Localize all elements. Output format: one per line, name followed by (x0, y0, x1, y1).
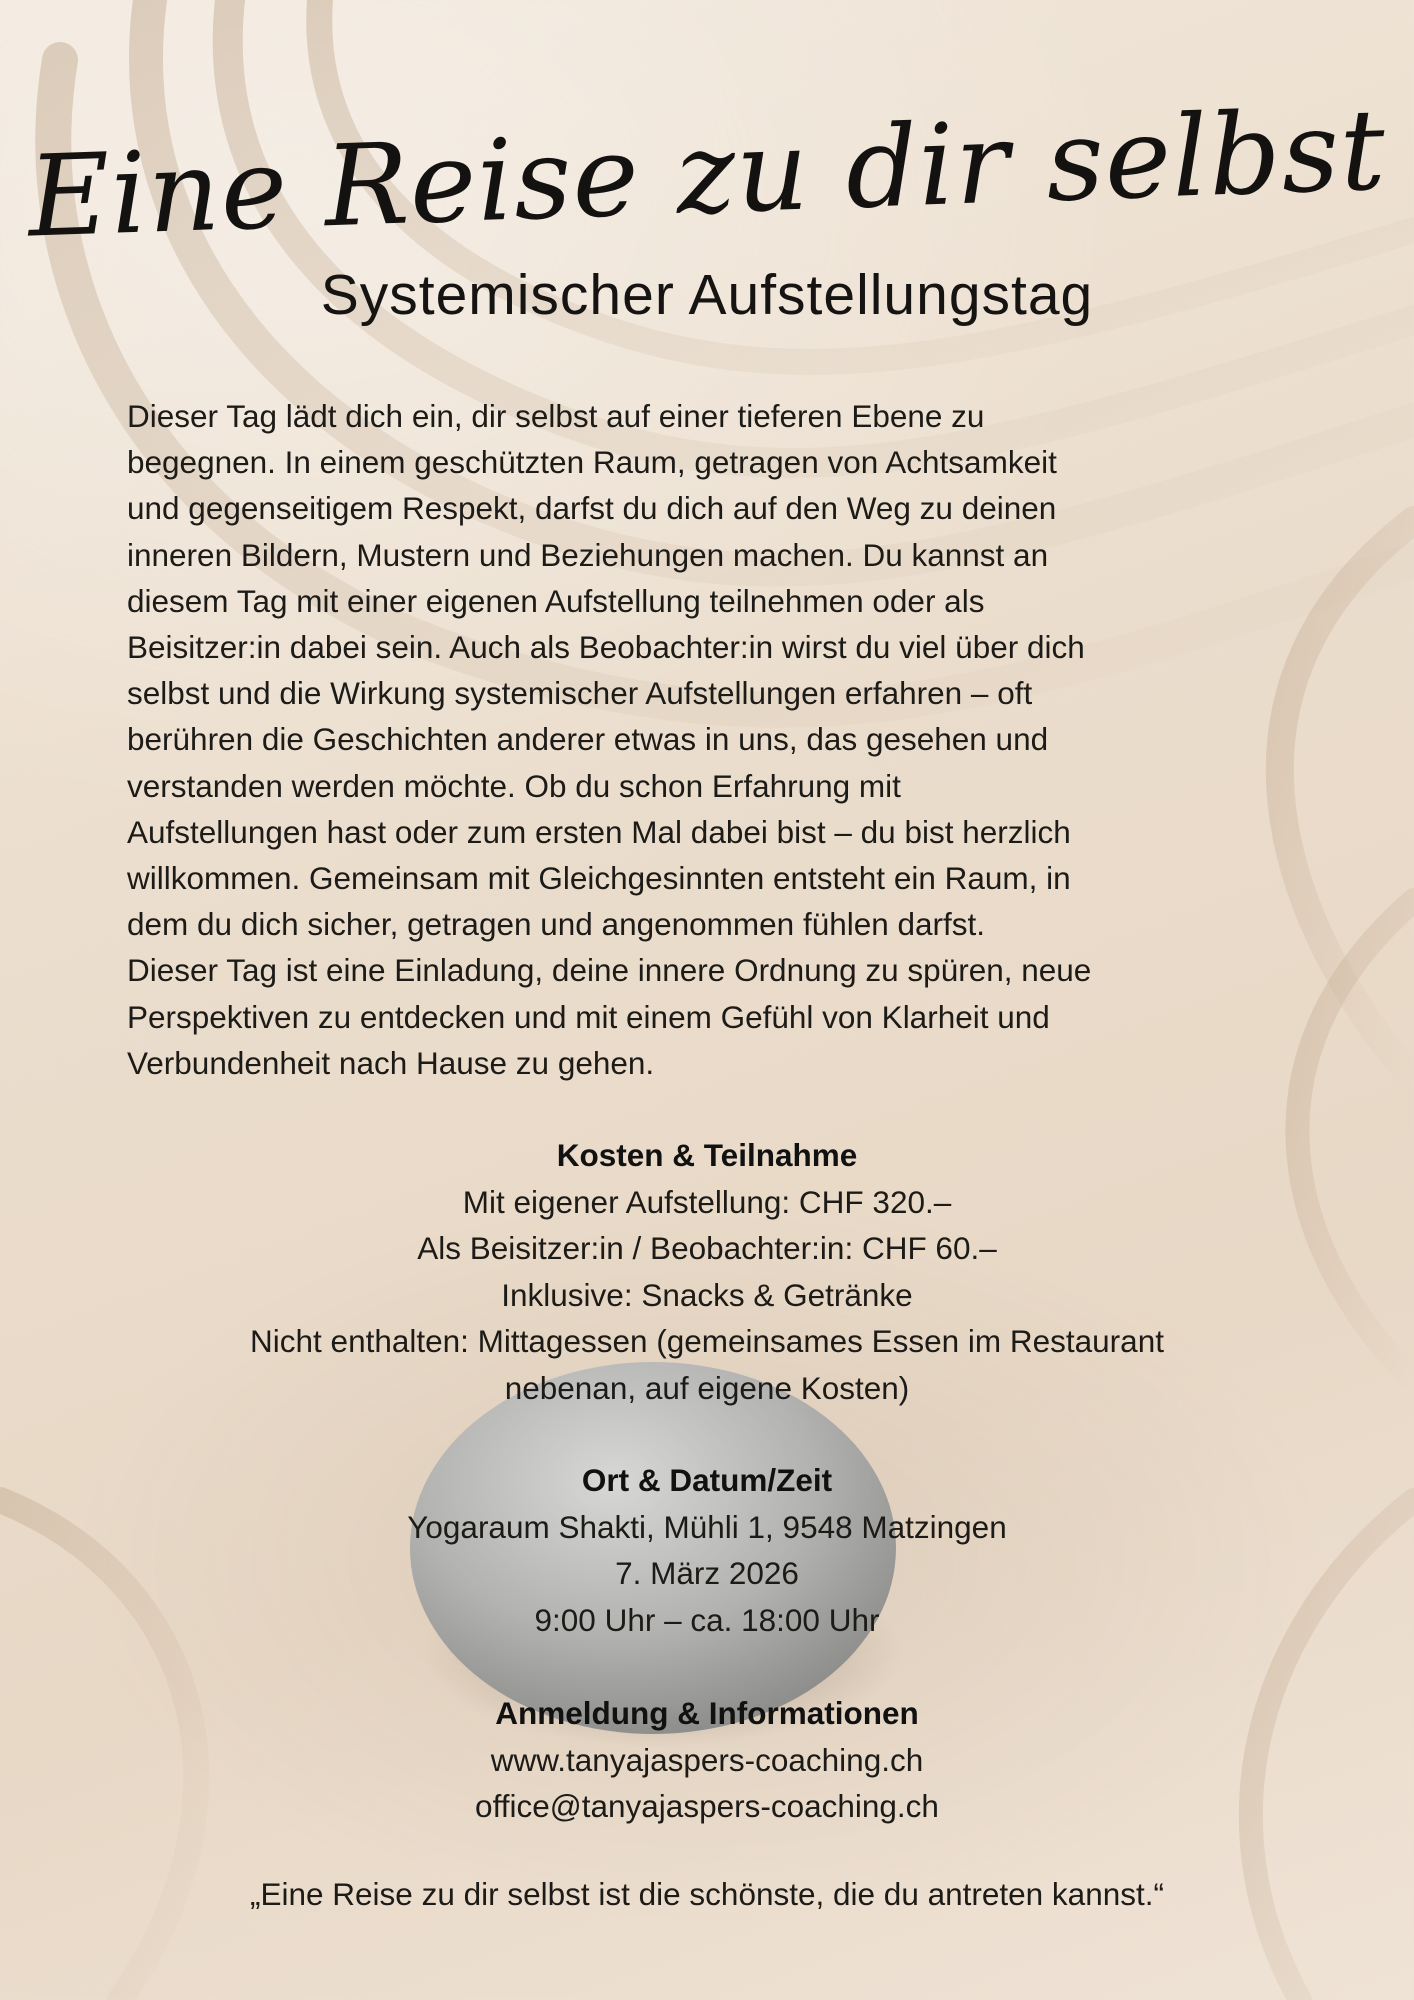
closing-quote: „Eine Reise zu dir selbst ist die schönste, die du antreten kannst.“ (250, 1876, 1164, 1912)
intro-line: Verbundenheit nach Hause zu gehen. (127, 1044, 655, 1081)
cost-not-included-cont: nebenan, auf eigene Kosten) (504, 1369, 910, 1406)
costs-heading: Kosten & Teilnahme (556, 1137, 858, 1173)
intro-line: Beisitzer:in dabei sein. Auch als Beobachter:in wirst du viel über dich (127, 629, 1085, 666)
intro-line: berühren die Geschichten anderer etwas in uns, das gesehen und (127, 721, 1049, 758)
intro-line: willkommen. Gemeinsam mit Gleichgesinnten entsteht ein Raum, in (127, 860, 1071, 897)
website-link[interactable]: www.tanyajaspers-coaching.ch (490, 1741, 924, 1778)
cost-observer: Als Beisitzer:in / Beobachter:in: CHF 60.– (417, 1230, 997, 1266)
cost-not-included: Nicht enthalten: Mittagessen (gemeinsames Essen im Restaurant (250, 1323, 1164, 1359)
contact-heading: Anmeldung & Informationen (495, 1695, 919, 1731)
email-link[interactable]: office@tanyajaspers-coaching.ch (475, 1788, 939, 1824)
costs-section (0, 1132, 1414, 1411)
intro-paragraph (127, 393, 1287, 1086)
event-time: 9:00 Uhr – ca. 18:00 Uhr (534, 1601, 880, 1638)
contact-section (0, 1690, 1414, 1830)
intro-line: Dieser Tag ist eine Einladung, deine innere Ordnung zu spüren, neue (127, 952, 1092, 989)
intro-line: selbst und die Wirkung systemischer Aufstellungen erfahren – oft (127, 675, 1033, 712)
flyer-subtitle: Systemischer Aufstellungstag (320, 263, 1094, 327)
intro-line: begegnen. In einem geschützten Raum, getragen von Achtsamkeit (127, 444, 1057, 481)
intro-line: diesem Tag mit einer eigenen Aufstellung teilnehmen oder als (127, 582, 985, 619)
intro-line: Dieser Tag lädt dich ein, dir selbst auf einer tieferen Ebene zu (127, 398, 985, 434)
intro-line: dem du dich sicher, getragen und angenommen fühlen darfst. (127, 906, 986, 943)
venue-address: Yogaraum Shakti, Mühli 1, 9548 Matzingen (407, 1508, 1007, 1545)
intro-line: Aufstellungen hast oder zum ersten Mal dabei bist – du bist herzlich (127, 813, 1071, 850)
intro-line: Perspektiven zu entdecken und mit einem Gefühl von Klarheit und (127, 998, 1050, 1035)
place-date-section (0, 1457, 1414, 1643)
cost-own-constellation: Mit eigener Aufstellung: CHF 320.– (462, 1183, 952, 1220)
cost-included: Inklusive: Snacks & Getränke (501, 1276, 913, 1313)
intro-line: inneren Bildern, Mustern und Beziehungen machen. Du kannst an (127, 536, 1049, 573)
flyer-title: Eine Reise zu dir selbst (25, 85, 1389, 263)
event-date: 7. März 2026 (615, 1555, 799, 1591)
place-heading: Ort & Datum/Zeit (581, 1462, 833, 1498)
intro-line: verstanden werden möchte. Ob du schon Erfahrung mit (127, 767, 901, 804)
intro-line: und gegenseitigem Respekt, darfst du dich auf den Weg zu deinen (127, 490, 1057, 527)
